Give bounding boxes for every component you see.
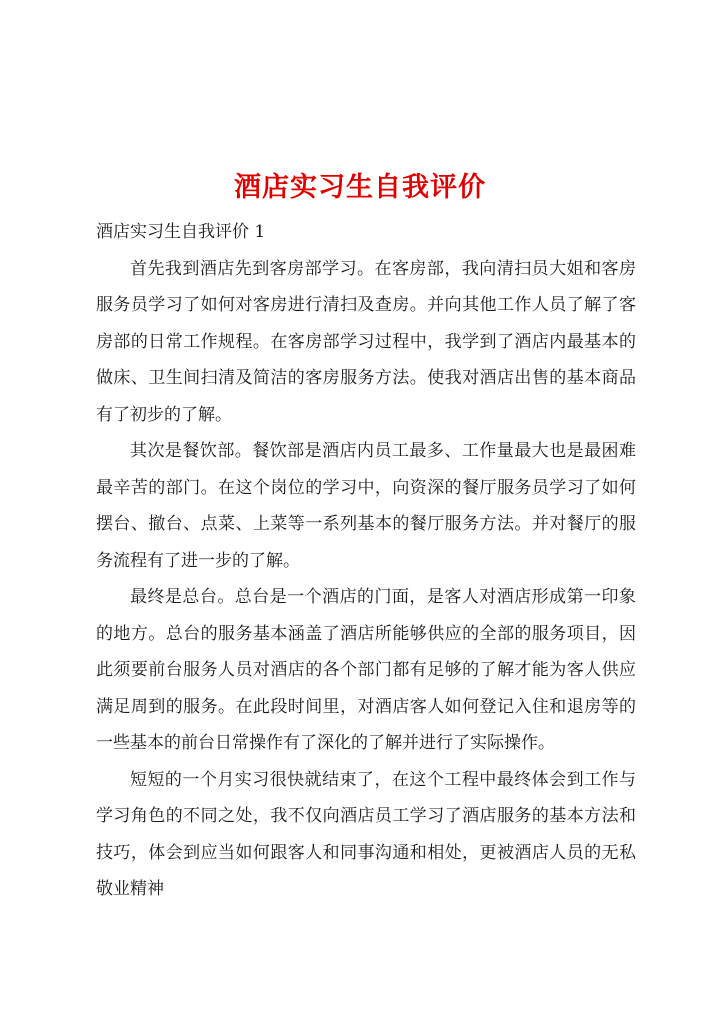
- document-title: 酒店实习生自我评价: [234, 172, 486, 204]
- document-body: [96, 214, 636, 908]
- paragraph-summary: 短短的一个月实习很快就结束了，在这个工程中最终体会到工作与学习角色的不同之处，我不仅向酒店员工学习了酒店服务的基本方法和技巧，体会到应当如何跟客人和同事沟通和相处，更被酒店人员的无私敬业精神: [96, 769, 636, 899]
- paragraph-housekeeping: 首先我到酒店先到客房部学习。在客房部，我向清扫员大姐和客房服务员学习了如何对客房进行清扫及查房。并向其他工作人员了解了客房部的日常工作规程。在客房部学习过程中，我学到了酒店内最基本的做床、卫生间扫清及简洁的客房服务方法。使我对酒店出售的基本商品有了初步的了解。: [96, 258, 636, 425]
- section-subtitle: 酒店实习生自我评价 1: [96, 222, 266, 242]
- paragraph-front-desk: 最终是总台。总台是一个酒店的门面，是客人对酒店形成第一印象的地方。总台的服务基本涵盖了酒店所能够供应的全部的服务项目，因此须要前台服务人员对酒店的各个部门都有足够的了解才能为客人供应满足周到的服务。在此段时间里，对酒店客人如何登记入住和退房等的一些基本的前台日常操作有了深化的了解并进行了实际操作。: [96, 587, 636, 753]
- paragraph-food-beverage: 其次是餐饮部。餐饮部是酒店内员工最多、工作量最大也是最困难最辛苦的部门。在这个岗位的学习中，向资深的餐厅服务员学习了如何摆台、撤台、点菜、上菜等一系列基本的餐厅服务方法。并对餐厅的服务流程有了进一步的了解。: [96, 441, 636, 571]
